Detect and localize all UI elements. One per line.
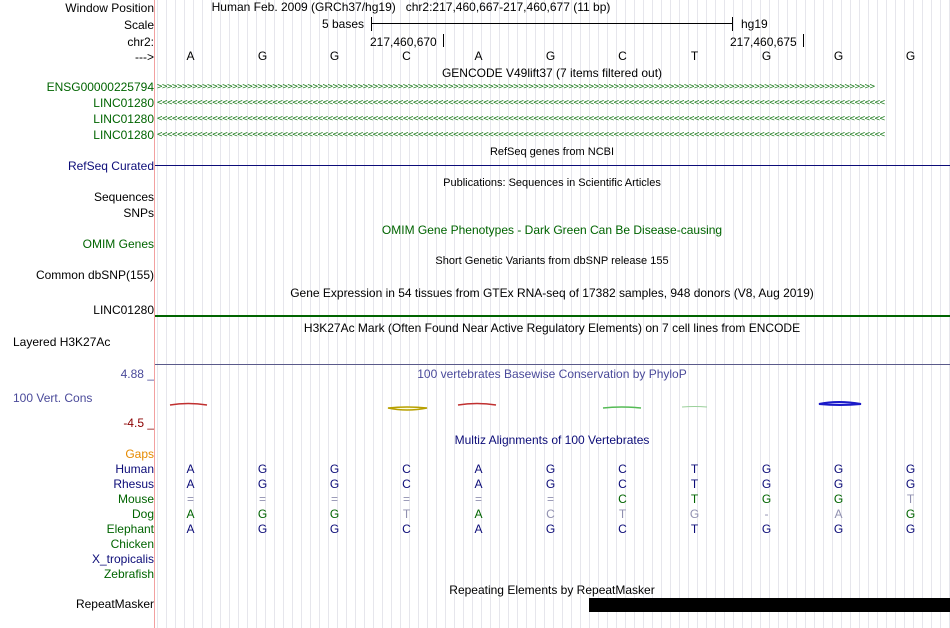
label-100-vert-cons[interactable]: 100 Vert. Cons — [13, 391, 93, 405]
phylop-signal-5 — [682, 407, 707, 408]
grid-line — [895, 0, 896, 628]
label-gaps[interactable]: Gaps — [125, 447, 154, 461]
refseq-gene-line[interactable] — [155, 165, 950, 166]
alignment-base-dog: C — [546, 507, 555, 521]
grid-line — [427, 0, 428, 628]
alignment-base-elephant: G — [257, 522, 268, 536]
alignment-base-rhesus: C — [402, 477, 411, 491]
grid-line — [526, 0, 527, 628]
alignment-base-elephant: G — [545, 522, 556, 536]
label-linc01280-3[interactable]: LINC01280 — [93, 128, 154, 142]
alignment-base-elephant: C — [618, 522, 627, 536]
gene-linc01280-2-arrows[interactable]: <<<<<<<<<<<<<<<<<<<<<<<<<<<<<<<<<<<<<<<<<<<<<<<<<<<<<<<<<<<<<<<<<<<<<<<<<<<<<<<<<<<<<<<<<<<<<<<<<<<<<<<<<<<<<<<<<<<<<<<<<<<<<<<<<<<<<<<<<<<<<<<<< — [157, 115, 885, 124]
alignment-base-rhesus: A — [474, 477, 483, 491]
alignment-base-mouse: C — [618, 492, 627, 506]
grid-line — [877, 0, 878, 628]
alignment-base-dog: G — [905, 507, 916, 521]
grid-line — [310, 0, 311, 628]
track-title-multiz: Multiz Alignments of 100 Vertebrates — [454, 433, 650, 447]
base-letter: G — [833, 49, 844, 63]
alignment-base-mouse: G — [761, 492, 772, 506]
grid-line — [805, 0, 806, 628]
grid-line — [823, 0, 824, 628]
phylop-signal-6 — [819, 402, 861, 405]
grid-line — [652, 0, 653, 628]
label-linc01280-1[interactable]: LINC01280 — [93, 96, 154, 110]
base-letter: A — [186, 49, 195, 63]
label-window-position: Window Position — [65, 1, 154, 15]
scale-bar-left-tick — [371, 17, 372, 31]
track-title-dbsnp: Short Genetic Variants from dbSNP release 155 — [435, 255, 669, 267]
position-tick-1 — [443, 34, 444, 47]
alignment-base-dog: G — [329, 507, 340, 521]
grid-line — [787, 0, 788, 628]
grid-line — [859, 0, 860, 628]
track-title-h3k27ac: H3K27Ac Mark (Often Found Near Active Regulatory Elements) on 7 cell lines from ENCODE — [303, 321, 801, 335]
position-label-1: 217,460,670 — [370, 35, 437, 49]
alignment-base-human: G — [905, 462, 916, 476]
label-sequences[interactable]: Sequences — [93, 190, 154, 204]
grid-line — [742, 0, 743, 628]
base-letter: G — [905, 49, 916, 63]
browser-image-panel[interactable] — [155, 0, 950, 628]
base-letter: G — [257, 49, 268, 63]
label-refseq-curated[interactable]: RefSeq Curated — [67, 159, 154, 173]
label-linc01280-2[interactable]: LINC01280 — [93, 112, 154, 126]
alignment-base-human: A — [474, 462, 483, 476]
alignment-base-mouse: T — [690, 492, 699, 506]
grid-line — [391, 0, 392, 628]
alignment-base-elephant: A — [186, 522, 195, 536]
grid-line — [418, 0, 419, 628]
grid-line — [211, 0, 212, 628]
position-label-2: 217,460,675 — [730, 35, 797, 49]
h3k27ac-baseline — [155, 364, 950, 365]
label-scale: Scale — [123, 18, 154, 32]
gene-linc01280-1-arrows[interactable]: <<<<<<<<<<<<<<<<<<<<<<<<<<<<<<<<<<<<<<<<<<<<<<<<<<<<<<<<<<<<<<<<<<<<<<<<<<<<<<<<<<<<<<<<<<<<<<<<<<<<<<<<<<<<<<<<<<<<<<<<<<<<<<<<<<<<<<<<<<<<<<<<< — [157, 99, 885, 108]
label-elephant: Elephant — [106, 522, 154, 536]
grid-line — [247, 0, 248, 628]
grid-line — [886, 0, 887, 628]
alignment-base-mouse: = — [258, 492, 266, 506]
alignment-base-human: G — [761, 462, 772, 476]
grid-line — [661, 0, 662, 628]
grid-line — [508, 0, 509, 628]
base-letter: A — [474, 49, 483, 63]
scale-text: 5 bases — [322, 17, 365, 31]
alignment-base-rhesus: G — [905, 477, 916, 491]
grid-line — [292, 0, 293, 628]
label-zebrafish: Zebrafish — [103, 567, 154, 581]
label-omim-genes[interactable]: OMIM Genes — [82, 237, 154, 251]
base-letter: C — [618, 49, 627, 63]
alignment-base-dog: T — [618, 507, 627, 521]
grid-line — [535, 0, 536, 628]
grid-line — [670, 0, 671, 628]
alignment-base-elephant: A — [474, 522, 483, 536]
alignment-base-mouse: T — [906, 492, 915, 506]
grid-line — [364, 0, 365, 628]
alignment-base-human: G — [833, 462, 844, 476]
alignment-base-dog: A — [834, 507, 843, 521]
grid-line — [445, 0, 446, 628]
grid-line — [229, 0, 230, 628]
alignment-base-elephant: G — [905, 522, 916, 536]
scale-bar-right-tick — [732, 17, 733, 31]
grid-line — [346, 0, 347, 628]
label-ensg[interactable]: ENSG00000225794 — [46, 80, 154, 94]
scale-bar — [371, 23, 733, 24]
alignment-base-dog: A — [186, 507, 195, 521]
grid-line — [562, 0, 563, 628]
grid-line — [373, 0, 374, 628]
base-letter: G — [761, 49, 772, 63]
alignment-base-dog: A — [474, 507, 483, 521]
grid-line — [643, 0, 644, 628]
grid-line — [301, 0, 302, 628]
grid-line — [589, 0, 590, 628]
alignment-base-dog: G — [257, 507, 268, 521]
label-x-tropicalis: X_tropicalis — [91, 552, 154, 566]
label-human: Human — [115, 462, 154, 476]
phylop-signal-3 — [458, 404, 496, 406]
track-title-repeatmasker: Repeating Elements by RepeatMasker — [449, 583, 655, 597]
alignment-base-mouse: = — [330, 492, 338, 506]
grid-line — [157, 0, 158, 628]
label-mouse: Mouse — [117, 492, 154, 506]
label-layered-h3k27ac[interactable]: Layered H3K27Ac — [13, 335, 111, 349]
gene-ensg-arrows[interactable]: >>>>>>>>>>>>>>>>>>>>>>>>>>>>>>>>>>>>>>>>>>>>>>>>>>>>>>>>>>>>>>>>>>>>>>>>>>>>>>>>>>>>>>>>>>>>>>>>>>>>>>>>>>>>>>>>>>>>>>>>>>>>>>>>>>>>>>>>>>>>>>> — [157, 83, 875, 92]
grid-line — [751, 0, 752, 628]
grid-line — [814, 0, 815, 628]
label-chicken: Chicken — [110, 537, 154, 551]
alignment-base-mouse: G — [833, 492, 844, 506]
grid-line — [778, 0, 779, 628]
alignment-base-dog: G — [689, 507, 700, 521]
label-phylop-min: -4.5 _ — [123, 416, 154, 430]
grid-line — [922, 0, 923, 628]
grid-line — [490, 0, 491, 628]
alignment-base-rhesus: G — [833, 477, 844, 491]
grid-line — [571, 0, 572, 628]
alignment-base-rhesus: A — [186, 477, 195, 491]
alignment-base-rhesus: T — [690, 477, 699, 491]
grid-line — [634, 0, 635, 628]
alignment-base-mouse: = — [186, 492, 194, 506]
alignment-base-rhesus: G — [545, 477, 556, 491]
grid-line — [355, 0, 356, 628]
label-repeatmasker[interactable]: RepeatMasker — [75, 597, 154, 611]
grid-line — [220, 0, 221, 628]
grid-line — [382, 0, 383, 628]
label-common-dbsnp[interactable]: Common dbSNP(155) — [35, 268, 154, 282]
alignment-base-human: G — [257, 462, 268, 476]
grid-line — [706, 0, 707, 628]
grid-line — [454, 0, 455, 628]
scale-db: hg19 — [741, 17, 768, 31]
grid-line — [580, 0, 581, 628]
grid-line — [796, 0, 797, 628]
alignment-base-elephant: G — [833, 522, 844, 536]
alignment-base-rhesus: C — [618, 477, 627, 491]
alignment-base-human: C — [618, 462, 627, 476]
alignment-base-rhesus: G — [257, 477, 268, 491]
alignment-base-elephant: C — [402, 522, 411, 536]
grid-line — [724, 0, 725, 628]
label-gtex-gene[interactable]: LINC01280 — [93, 303, 154, 317]
repeatmasker-element-bar[interactable] — [589, 598, 950, 612]
alignment-base-mouse: = — [474, 492, 482, 506]
track-labels-panel — [0, 0, 154, 628]
phylop-conservation-plot[interactable] — [155, 395, 950, 415]
alignment-base-rhesus: G — [761, 477, 772, 491]
grid-line — [238, 0, 239, 628]
alignment-base-dog: T — [402, 507, 411, 521]
track-title-phylop: 100 vertebrates Basewise Conservation by PhyloP — [417, 367, 687, 381]
alignment-base-elephant: G — [329, 522, 340, 536]
alignment-base-human: G — [329, 462, 340, 476]
position-tick-2 — [803, 34, 804, 47]
grid-line — [274, 0, 275, 628]
grid-line — [679, 0, 680, 628]
alignment-base-rhesus: G — [329, 477, 340, 491]
label-phylop-max: 4.88 _ — [120, 367, 154, 381]
alignment-base-mouse: = — [402, 492, 410, 506]
label-dog: Dog — [131, 507, 154, 521]
grid-line — [202, 0, 203, 628]
assembly-title: Human Feb. 2009 (GRCh37/hg19) chr2:217,460,667-217,460,677 (11 bp) — [211, 0, 611, 14]
grid-line — [715, 0, 716, 628]
track-title-publications: Publications: Sequences in Scientific Articles — [443, 177, 661, 189]
alignment-base-human: G — [545, 462, 556, 476]
grid-line — [319, 0, 320, 628]
track-title-gencode: GENCODE V49lift37 (7 items filtered out) — [441, 66, 663, 80]
grid-line — [517, 0, 518, 628]
base-letter: T — [690, 49, 699, 63]
grid-line — [940, 0, 941, 628]
phylop-signal-2 — [388, 407, 427, 410]
phylop-signal-1 — [170, 404, 207, 406]
base-letter: G — [329, 49, 340, 63]
label-chr: chr2: — [127, 35, 154, 49]
grid-line — [607, 0, 608, 628]
gene-linc01280-3-arrows[interactable]: <<<<<<<<<<<<<<<<<<<<<<<<<<<<<<<<<<<<<<<<<<<<<<<<<<<<<<<<<<<<<<<<<<<<<<<<<<<<<<<<<<<<<<<<<<<<<<<<<<<<<<<<<<<<<<<<<<<<<<<<<<<<<<<<<<<<<<<<<<<<<<<<< — [157, 131, 885, 140]
gtex-gene-bar[interactable] — [155, 315, 950, 317]
grid-line — [463, 0, 464, 628]
grid-line — [868, 0, 869, 628]
alignment-base-mouse: = — [546, 492, 554, 506]
phylop-signal-4 — [603, 407, 641, 408]
grid-line — [931, 0, 932, 628]
alignment-base-human: T — [690, 462, 699, 476]
grid-line — [166, 0, 167, 628]
alignment-base-elephant: T — [690, 522, 699, 536]
label-strand-arrow: ---> — [135, 50, 154, 64]
label-snps[interactable]: SNPs — [123, 206, 154, 220]
base-letter: C — [402, 49, 411, 63]
alignment-base-human: A — [186, 462, 195, 476]
grid-line — [733, 0, 734, 628]
grid-line — [175, 0, 176, 628]
alignment-base-dog: - — [764, 507, 769, 521]
alignment-base-human: C — [402, 462, 411, 476]
grid-line — [598, 0, 599, 628]
track-title-refseq: RefSeq genes from NCBI — [489, 146, 615, 158]
label-rhesus: Rhesus — [113, 477, 154, 491]
grid-line — [283, 0, 284, 628]
track-title-gtex: Gene Expression in 54 tissues from GTEx RNA-seq of 17382 samples, 948 donors (V8, Aug 2019) — [290, 286, 814, 300]
track-title-omim: OMIM Gene Phenotypes - Dark Green Can Be Disease-causing — [381, 223, 723, 237]
grid-line — [436, 0, 437, 628]
base-letter: G — [545, 49, 556, 63]
alignment-base-elephant: G — [761, 522, 772, 536]
grid-line — [850, 0, 851, 628]
grid-line — [499, 0, 500, 628]
